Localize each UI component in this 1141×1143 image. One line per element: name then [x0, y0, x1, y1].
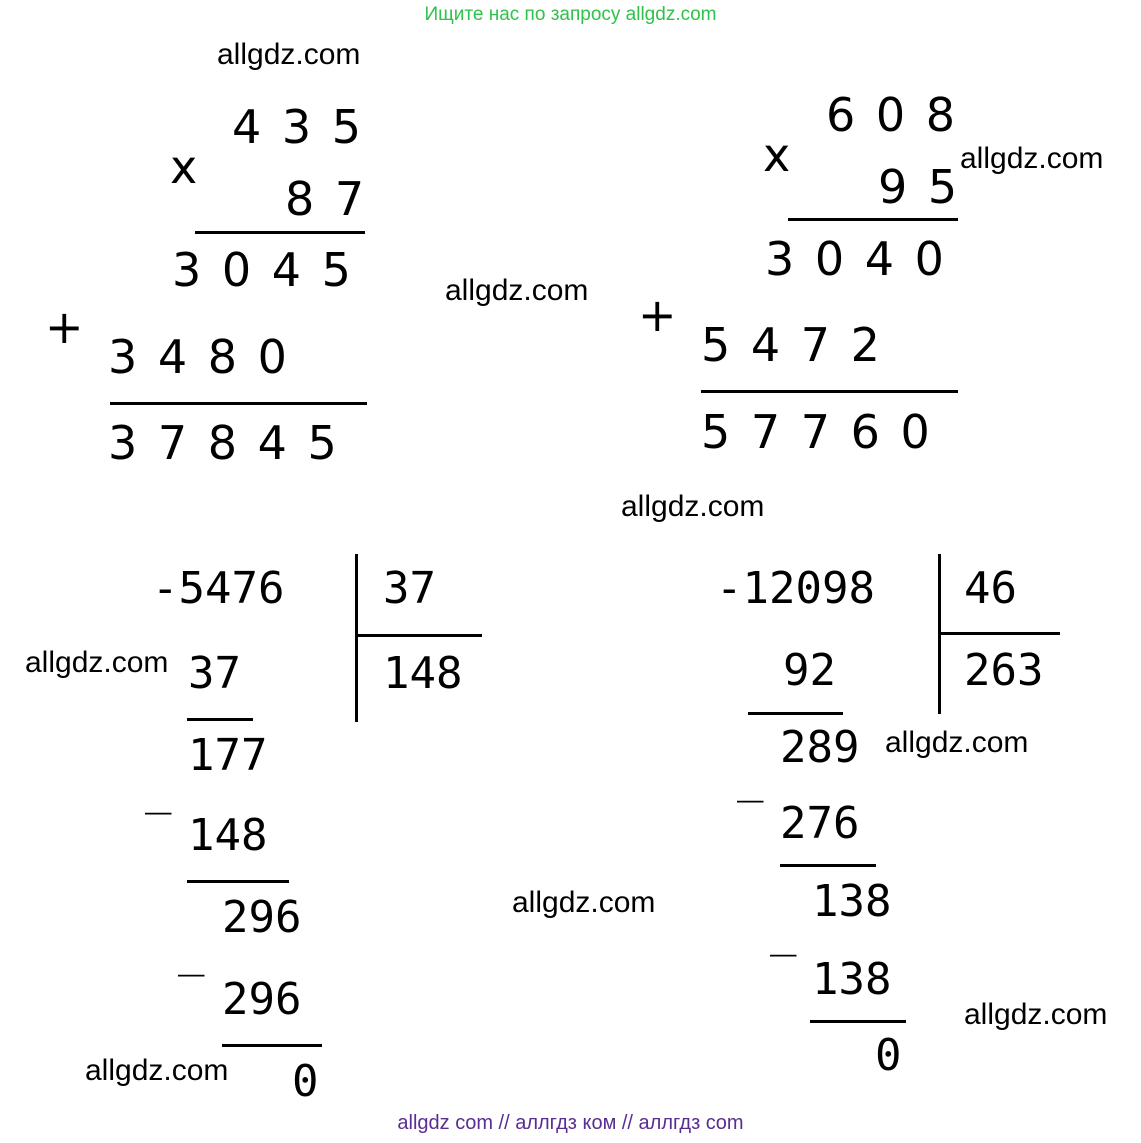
divisor: 37 [383, 563, 436, 614]
subtrahend-3: 296 [222, 974, 302, 1025]
watermark-text: allgdz.com [621, 490, 765, 523]
watermark-text: allgdz.com [445, 274, 589, 307]
minus-sign: _ [178, 926, 205, 977]
watermark-text: allgdz.com [217, 38, 361, 71]
rule [187, 718, 253, 721]
divisor: 46 [964, 563, 1017, 614]
rule [780, 864, 876, 867]
footer-text: allgdz com // аллгдз ком // аллгдз com [397, 1112, 744, 1134]
product: 5 7 7 6 0 [701, 405, 930, 459]
final-remainder: 0 [292, 1056, 319, 1107]
multiplicand: 4 3 5 [232, 100, 362, 154]
quotient: 148 [383, 648, 463, 699]
product: 3 7 8 4 5 [108, 416, 337, 470]
subtrahend-1: 92 [783, 645, 836, 696]
partial-product-2: 3 4 8 0 [108, 330, 287, 384]
subtrahend-1: 37 [188, 648, 241, 699]
quotient: 263 [964, 645, 1044, 696]
watermark-text: allgdz.com [960, 142, 1104, 175]
multiplicand: 6 0 8 [826, 88, 956, 142]
subtrahend-3: 138 [812, 954, 892, 1005]
partial-product-1: 3 0 4 5 [172, 243, 351, 297]
rule [940, 632, 1060, 635]
rule [110, 402, 367, 405]
dividend: -5476 [152, 563, 285, 614]
rule [357, 634, 482, 637]
rule [788, 218, 958, 221]
remainder-1: 177 [188, 730, 268, 781]
multiplier: 8 7 [285, 172, 365, 226]
dividend: -12098 [716, 563, 875, 614]
header-text: Ищите нас по запросу allgdz.com [424, 4, 717, 25]
rule [748, 712, 843, 715]
watermark-text: allgdz.com [85, 1054, 229, 1087]
subtrahend-2: 148 [188, 810, 268, 861]
watermark-text: allgdz.com [512, 886, 656, 919]
minus-sign: _ [770, 906, 797, 957]
minus-sign: _ [145, 764, 172, 815]
plus-sign: + [638, 288, 677, 342]
times-sign: x [763, 128, 791, 182]
subtrahend-2: 276 [780, 798, 860, 849]
division-bar [355, 554, 358, 722]
rule [701, 390, 958, 393]
final-remainder: 0 [875, 1030, 902, 1081]
watermark-text: allgdz.com [964, 998, 1108, 1031]
minus-sign: _ [737, 752, 764, 803]
plus-sign: + [45, 300, 84, 354]
partial-product-2: 5 4 7 2 [701, 318, 880, 372]
remainder-2: 296 [222, 892, 302, 943]
watermark-text: allgdz.com [885, 726, 1029, 759]
rule [222, 1044, 322, 1047]
rule [195, 231, 365, 234]
remainder-1: 289 [780, 722, 860, 773]
remainder-2: 138 [812, 876, 892, 927]
times-sign: x [170, 140, 198, 194]
rule [810, 1020, 906, 1023]
partial-product-1: 3 0 4 0 [765, 232, 944, 286]
rule [187, 880, 289, 883]
watermark-text: allgdz.com [25, 646, 169, 679]
multiplier: 9 5 [878, 160, 958, 214]
